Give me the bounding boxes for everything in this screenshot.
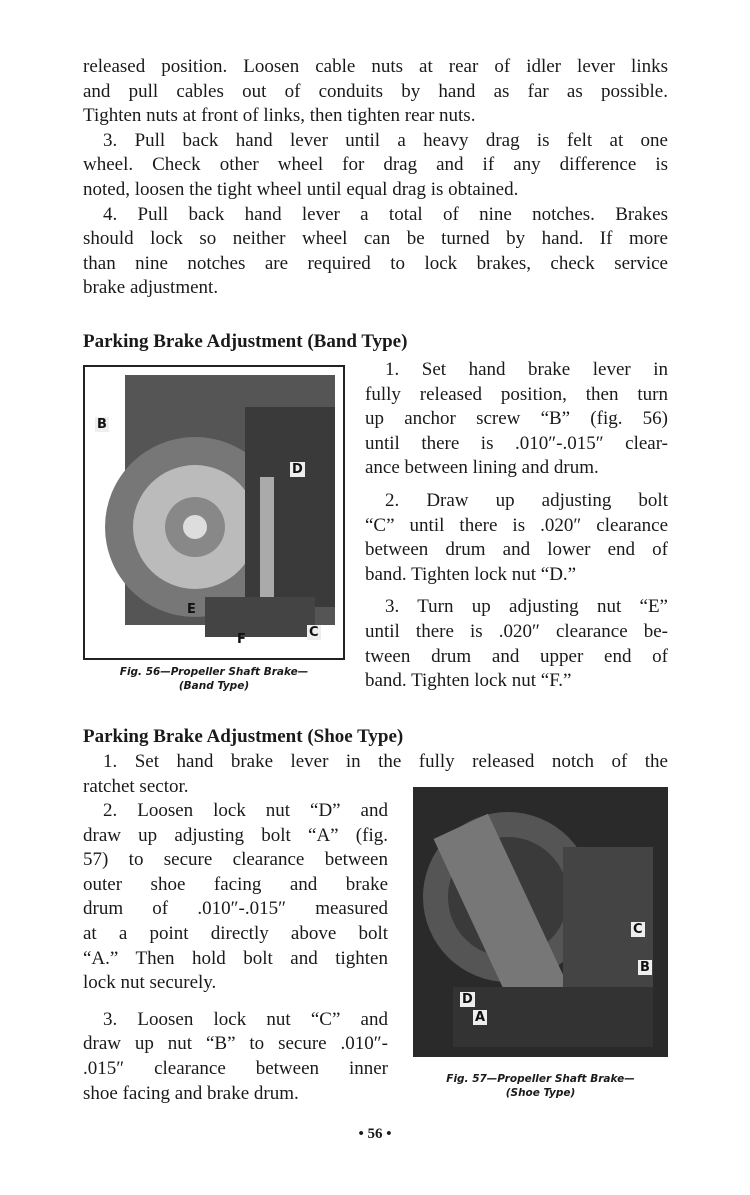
band-steps xyxy=(365,358,668,694)
text-line: at a point directly above bolt xyxy=(83,922,388,944)
text-line: between drum and lower end of xyxy=(365,539,668,561)
text-line: draw up adjusting bolt “A” (fig. xyxy=(83,824,388,846)
caption-line: Fig. 57—Propeller Shaft Brake— xyxy=(446,1073,635,1085)
label-d: D xyxy=(292,462,303,477)
shoe-type-heading: Parking Brake Adjustment (Shoe Type) xyxy=(83,726,404,747)
text-line: 2. Loosen lock nut “D” and xyxy=(103,800,388,821)
text-line: “C” until there is .020″ clearance xyxy=(365,514,668,536)
text-line: .015″ clearance between inner xyxy=(83,1057,388,1079)
text-line: up anchor screw “B” (fig. 56) xyxy=(365,408,668,430)
paragraph xyxy=(83,1008,388,1106)
text-line: 3. Pull back hand lever until a heavy drag is felt at one xyxy=(103,129,668,151)
text-line: ance between lining and drum. xyxy=(365,457,599,479)
caption-line: (Band Type) xyxy=(178,680,250,692)
text-line: 4. Pull back hand lever a total of nine notches. Brakes xyxy=(103,203,668,225)
text-line: Tighten nuts at front of links, then tighten rear nuts. xyxy=(83,105,476,127)
label-c: C xyxy=(633,922,643,937)
text-line: wheel. Check other wheel for drag and if any difference is xyxy=(83,154,668,176)
text-line: brake adjustment. xyxy=(83,277,219,299)
text-line: 57) to secure clearance between xyxy=(83,849,388,871)
text-line: outer shoe facing and brake xyxy=(83,873,388,895)
text-line: 3. Turn up adjusting nut “E” xyxy=(385,596,668,618)
paragraph xyxy=(83,799,388,996)
text-line: 2. Draw up adjusting bolt xyxy=(385,489,668,511)
text-line: released position. Loosen cable nuts at rear of idler lever links xyxy=(83,56,668,77)
top-text xyxy=(83,55,668,301)
figure-56-image xyxy=(83,365,345,660)
text-line: band. Tighten lock nut “D.” xyxy=(365,563,577,585)
label-d: D xyxy=(462,992,473,1007)
label-f: F xyxy=(237,632,246,647)
text-line: 1. Set hand brake lever in the fully released notch of the xyxy=(103,751,668,772)
paragraph xyxy=(83,55,668,129)
label-a: A xyxy=(475,1010,486,1025)
text-line: fully released position, then turn xyxy=(365,383,668,405)
text-line: shoe facing and brake drum. xyxy=(83,1082,299,1104)
label-e: E xyxy=(187,602,196,617)
caption-line: Fig. 56—Propeller Shaft Brake— xyxy=(119,666,309,678)
text-line: drum of .010″-.015″ measured xyxy=(83,898,388,920)
paragraph xyxy=(83,203,668,301)
text-line: lock nut securely. xyxy=(83,972,217,994)
page-number: • 56 • xyxy=(358,1126,392,1142)
text-line: should lock so neither wheel can be turned by hand. If more xyxy=(83,228,668,250)
paragraph xyxy=(365,595,668,693)
band-type-heading: Parking Brake Adjustment (Band Type) xyxy=(83,331,408,352)
text-line: noted, loosen the tight wheel until equal drag is obtained. xyxy=(83,178,519,200)
shoe-brake-illustration xyxy=(413,787,668,1057)
text-line: and pull cables out of conduits by hand as far as possible. xyxy=(83,80,668,102)
label-c: C xyxy=(309,625,319,640)
text-line: until there is .020″ clearance be- xyxy=(365,620,668,642)
paragraph xyxy=(365,489,668,587)
text-line: “A.” Then hold bolt and tighten xyxy=(83,947,388,969)
paragraph xyxy=(83,129,668,203)
brake-drum-illustration xyxy=(85,367,343,658)
text-line: than nine notches are required to lock brakes, check service xyxy=(83,252,668,274)
text-line: 1. Set hand brake lever in xyxy=(385,359,668,380)
text-line: 3. Loosen lock nut “C” and xyxy=(103,1008,388,1030)
text-line: draw up nut “B” to secure .010″- xyxy=(83,1033,388,1055)
text-line: ratchet sector. xyxy=(83,775,189,797)
figure-56-caption xyxy=(83,665,345,693)
text-line: tween drum and upper end of xyxy=(365,645,668,667)
paragraph xyxy=(365,358,668,481)
text-line: band. Tighten lock nut “F.” xyxy=(365,670,572,692)
figure-57-caption xyxy=(413,1072,668,1100)
label-b: B xyxy=(97,417,107,432)
label-b: B xyxy=(640,960,650,975)
text-line: until there is .010″-.015″ clear- xyxy=(365,432,668,454)
shoe-steps xyxy=(83,799,388,1106)
caption-line: (Shoe Type) xyxy=(505,1087,576,1099)
figure-57-image xyxy=(413,787,668,1057)
